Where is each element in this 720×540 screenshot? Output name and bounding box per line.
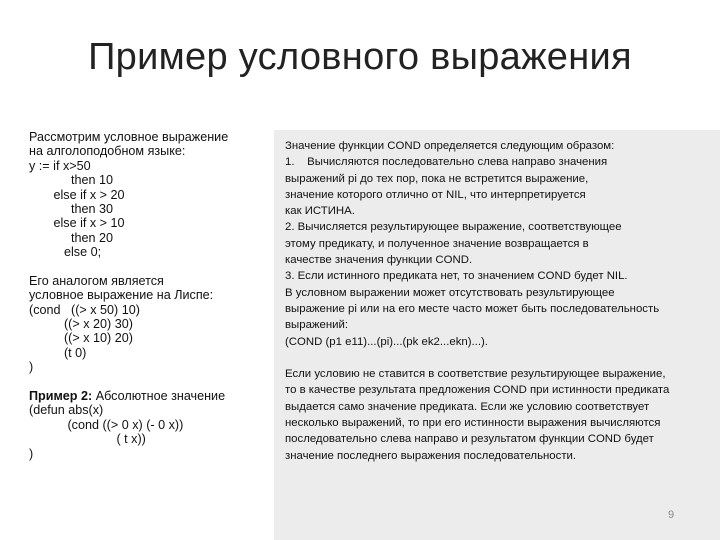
text-line: выдается само значение предиката. Если же условию соответствует — [285, 400, 650, 413]
algol-example — [29, 130, 269, 260]
text-line: качестве значения функции COND. — [285, 254, 473, 267]
text-line: Значение функции COND определяется следующим образом: — [285, 140, 615, 152]
code-line: (cond ((> 0 x) (- 0 x)) — [29, 417, 184, 432]
text-line: значение которого отлично от NIL, что интерпретируется — [285, 188, 586, 201]
text-line: этому предикату, и полученное значение возвращается в — [285, 237, 589, 250]
code-line: (cond ((> x 50) 10) — [29, 302, 140, 317]
text-line: последовательно слева направо и результатом функции COND будет — [285, 433, 654, 446]
text-line: как ИСТИНА. — [285, 205, 355, 218]
cond-explanation-text — [285, 138, 715, 464]
example-label: Пример 2: — [29, 389, 93, 404]
code-line: условное выражение на Лиспе: — [29, 288, 214, 303]
example-heading — [29, 389, 269, 403]
code-line: else if x > 20 — [29, 187, 125, 202]
code-line: (defun abs(x) — [29, 403, 104, 418]
code-line: (t 0) — [29, 345, 87, 360]
code-line: then 20 — [29, 230, 114, 245]
code-line: ) — [29, 446, 34, 461]
text-line: то в качестве результата предложения COND при истинности предиката — [285, 384, 670, 397]
slide-title: Пример условного выражения — [88, 36, 632, 78]
code-line: then 10 — [29, 173, 114, 188]
cond-explanation-panel — [274, 130, 720, 540]
text-line: 2. Вычисляется результирующее выражение, соответствующее — [285, 221, 622, 234]
code-line: ( t x)) — [29, 432, 146, 447]
algol-lisp-examples — [29, 130, 269, 461]
page-number: 9 — [668, 509, 675, 521]
text-line: Если условию не ставится в соответствие результирующее выражение, — [285, 368, 666, 381]
code-line: ((> x 10) 20) — [29, 331, 133, 346]
lisp-cond-example — [29, 274, 269, 375]
text-line: несколько выражений, то при его истинности выражения вычисляются — [285, 417, 661, 430]
text-line: выражение pi или на его месте часто может быть последовательность — [285, 302, 660, 315]
code-line: Рассмотрим условное выражение — [29, 130, 229, 144]
example-title: Абсолютное значение — [92, 389, 226, 404]
text-line: выражений: — [285, 319, 349, 332]
code-line: else if x > 10 — [29, 216, 125, 231]
code-line: ((> x 20) 30) — [29, 317, 133, 332]
code-line: Его аналогом является — [29, 273, 164, 288]
text-line: 3. Если истинного предиката нет, то значением COND будет NIL. — [285, 270, 628, 283]
text-line: значение последнего выражения последовательности. — [285, 449, 577, 462]
code-line: then 30 — [29, 201, 114, 216]
code-line: else 0; — [29, 245, 102, 260]
cond-rules — [285, 138, 715, 350]
text-line: выражений pi до тех пор, пока не встретится выражение, — [285, 172, 589, 185]
code-line: ) — [29, 360, 34, 375]
code-line: на алголоподобном языке: — [29, 144, 186, 159]
text-line: 1. Вычисляются последовательно слева направо значения — [285, 156, 608, 169]
abs-example — [29, 389, 269, 461]
cond-notes — [285, 366, 715, 464]
code-line: y := if x>50 — [29, 158, 91, 173]
text-line: В условном выражении может отсутствовать результирующее — [285, 286, 615, 299]
text-line: (COND (p1 e11)...(pi)...(pk ek2...ekn)...). — [285, 335, 488, 348]
